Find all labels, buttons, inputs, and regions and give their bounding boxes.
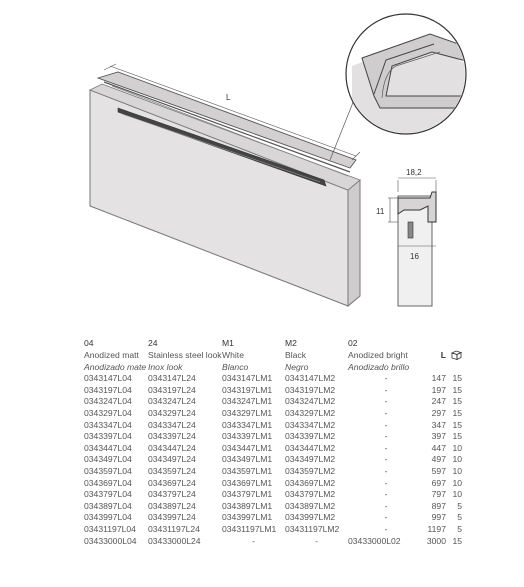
table-row: [84, 454, 462, 466]
code-anodized-bright: 03433000L02: [348, 535, 401, 546]
length-value: 1197: [427, 523, 446, 534]
pack-quantity: 10: [452, 454, 462, 465]
code-white: 0343897LM1: [222, 500, 273, 511]
code-anodized-matt: 0343447L04: [84, 442, 132, 453]
code-anodized-bright: -: [384, 523, 388, 534]
code-black: 0343347LM2: [285, 419, 336, 430]
code-stainless-look: 0343897L24: [148, 500, 196, 511]
table-row: [84, 512, 462, 524]
finish-name: Anodized matt Anodizado mate: [84, 350, 147, 372]
pack-quantity-header: [446, 350, 462, 373]
length-value: 997: [431, 512, 446, 523]
length-value: 397: [431, 431, 446, 442]
code-anodized-matt: 03433000L04: [84, 535, 137, 546]
table-row: [84, 536, 462, 548]
code-stainless-look: 0343197L24: [148, 384, 196, 395]
code-anodized-matt: 0343897L04: [84, 500, 132, 511]
code-stainless-look: 0343347L24: [148, 419, 196, 430]
finish-name: Stainless steel look Inox look: [148, 350, 222, 372]
table-row: [84, 385, 462, 397]
table-row: [84, 408, 462, 420]
pack-quantity: 15: [452, 396, 462, 407]
code-black: 0343447LM2: [285, 442, 336, 453]
code-black: 0343247LM2: [285, 396, 336, 407]
code-white: 0343997LM1: [222, 512, 273, 523]
code-black: 0343397LM2: [285, 431, 336, 442]
code-stainless-look: 03433000L24: [148, 535, 201, 546]
table-row: [84, 373, 462, 385]
code-anodized-matt: 0343797L04: [84, 489, 132, 500]
finish-name: White Blanco: [222, 350, 249, 372]
code-anodized-matt: 0343697L04: [84, 477, 132, 488]
length-value: 3000: [426, 535, 446, 546]
pack-quantity: 15: [452, 419, 462, 430]
code-anodized-bright: -: [384, 419, 388, 430]
code-anodized-bright: -: [384, 512, 388, 523]
code-stainless-look: 0343447L24: [148, 442, 196, 453]
code-black: 0343797LM2: [285, 489, 336, 500]
code-anodized-matt: 0343347L04: [84, 419, 132, 430]
code-anodized-matt: 0343197L04: [84, 384, 132, 395]
code-stainless-look: 0343147L24: [148, 373, 196, 384]
finish-code: 24: [148, 338, 158, 348]
length-value: 447: [431, 442, 446, 453]
code-stainless-look: 0343597L24: [148, 465, 196, 476]
code-black: 03431197LM2: [285, 523, 340, 534]
finish-name: Black Negro: [285, 350, 309, 372]
section-panel: [398, 196, 432, 306]
width-dimension: 18,2: [406, 168, 422, 177]
code-anodized-matt: 0343297L04: [84, 407, 132, 418]
code-white: 0343197LM1: [222, 384, 273, 395]
pack-quantity: 10: [452, 489, 462, 500]
length-value: 297: [431, 407, 446, 418]
length-value: 147: [431, 373, 446, 384]
table-row: [84, 466, 462, 478]
finish-code: 04: [84, 338, 94, 348]
table-row: [84, 501, 462, 513]
length-value: 347: [431, 419, 446, 430]
finish-name-row: [84, 350, 462, 373]
pack-quantity: 10: [452, 465, 462, 476]
pack-quantity: 10: [452, 442, 462, 453]
length-value: 247: [431, 396, 446, 407]
code-anodized-matt: 0343497L04: [84, 454, 132, 465]
code-black: 0343497LM2: [285, 454, 336, 465]
finish-code: 02: [348, 338, 358, 348]
code-black: 0343197LM2: [285, 384, 336, 395]
code-white: 0343347LM1: [222, 419, 273, 430]
box-icon: [451, 350, 462, 360]
table-row: [84, 478, 462, 490]
code-anodized-bright: -: [384, 384, 388, 395]
code-white: 0343147LM1: [222, 373, 273, 384]
code-white: 0343797LM1: [222, 489, 273, 500]
code-anodized-matt: 0343247L04: [84, 396, 132, 407]
article-table-wrap: [84, 338, 484, 547]
code-white: 03431197LM1: [222, 523, 277, 534]
code-black: 0343297LM2: [285, 407, 336, 418]
code-black: 0343997LM2: [285, 512, 336, 523]
code-anodized-matt: 03431197L04: [84, 523, 136, 534]
pack-quantity: 15: [452, 373, 462, 384]
code-stainless-look: 0343397L24: [148, 431, 196, 442]
pack-quantity: 15: [452, 535, 462, 546]
code-black: -: [315, 535, 318, 546]
code-stainless-look: 0343247L24: [148, 396, 196, 407]
table-row: [84, 396, 462, 408]
length-label: L: [226, 93, 231, 102]
pack-quantity: 15: [452, 407, 462, 418]
table-row: [84, 443, 462, 455]
code-anodized-bright: -: [384, 407, 388, 418]
code-white: -: [252, 535, 255, 546]
code-black: 0343147LM2: [285, 373, 336, 384]
table-row: [84, 524, 462, 536]
code-white: 0343397LM1: [222, 431, 273, 442]
table-row: [84, 420, 462, 432]
finish-code-row: [84, 338, 462, 350]
length-value: 897: [431, 500, 446, 511]
length-value: 797: [431, 489, 446, 500]
pack-quantity: 15: [452, 384, 462, 395]
article-code-table: [84, 338, 462, 547]
length-value: 597: [431, 465, 446, 476]
code-anodized-matt: 0343597L04: [84, 465, 132, 476]
code-anodized-bright: -: [384, 477, 388, 488]
length-value: 497: [431, 454, 446, 465]
pack-quantity: 10: [452, 477, 462, 488]
code-anodized-bright: -: [384, 500, 388, 511]
code-stainless-look: 0343497L24: [148, 454, 196, 465]
section-screw: [408, 222, 413, 238]
code-black: 0343697LM2: [285, 477, 336, 488]
code-anodized-matt: 0343397L04: [84, 431, 132, 442]
length-header: L: [440, 350, 446, 360]
code-white: 0343297LM1: [222, 407, 273, 418]
pack-quantity: 5: [457, 512, 462, 523]
code-stainless-look: 0343997L24: [148, 512, 196, 523]
dim-ext-left: [104, 64, 116, 70]
code-stainless-look: 0343297L24: [148, 407, 196, 418]
code-black: 0343597LM2: [285, 465, 336, 476]
panel-front-face: [90, 90, 348, 306]
code-anodized-bright: -: [384, 431, 388, 442]
code-anodized-bright: -: [384, 396, 388, 407]
height-dimension: 11: [376, 207, 385, 216]
pack-quantity: 15: [452, 431, 462, 442]
code-anodized-bright: -: [384, 454, 388, 465]
code-white: 0343447LM1: [222, 442, 273, 453]
length-value: 197: [431, 384, 446, 395]
finish-name: Anodized bright Anodizado brillo: [348, 350, 410, 372]
length-value: 697: [431, 477, 446, 488]
code-anodized-matt: 0343997L04: [84, 512, 132, 523]
code-stainless-look: 0343697L24: [148, 477, 196, 488]
pack-quantity: 5: [457, 523, 462, 534]
pack-quantity: 5: [457, 500, 462, 511]
table-row: [84, 431, 462, 443]
finish-code: M2: [285, 338, 297, 348]
depth-dimension: 16: [410, 252, 419, 261]
code-anodized-bright: -: [384, 373, 388, 384]
code-white: 0343497LM1: [222, 454, 273, 465]
code-anodized-matt: 0343147L04: [84, 373, 132, 384]
table-row: [84, 489, 462, 501]
code-anodized-bright: -: [384, 489, 388, 500]
article-rows: [84, 373, 462, 547]
finish-code: M1: [222, 338, 234, 348]
code-anodized-bright: -: [384, 465, 388, 476]
code-stainless-look: 0343797L24: [148, 489, 196, 500]
code-anodized-bright: -: [384, 442, 388, 453]
code-white: 0343247LM1: [222, 396, 273, 407]
code-stainless-look: 03431197L24: [148, 523, 200, 534]
panel-side-face: [348, 180, 360, 306]
code-white: 0343697LM1: [222, 477, 273, 488]
code-white: 0343597LM1: [222, 465, 273, 476]
code-black: 0343897LM2: [285, 500, 336, 511]
